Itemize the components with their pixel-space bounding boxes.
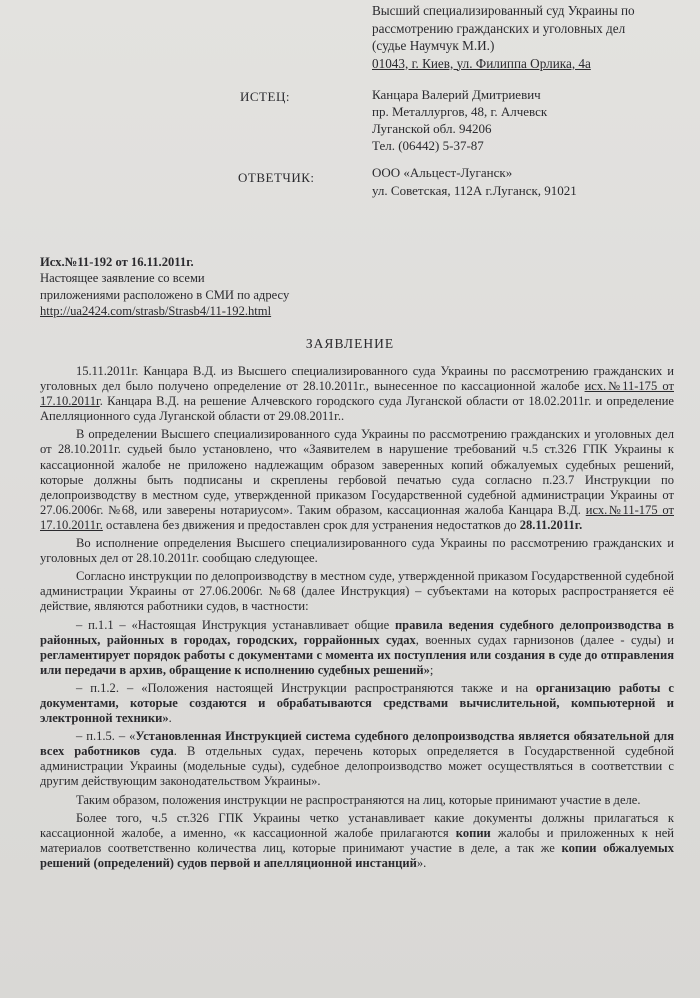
court-address-line: (судье Наумчук М.И.) [372,38,495,53]
plaintiff-region: Луганской обл. 94206 [372,121,492,136]
outgoing-note: приложениями расположено в СМИ по адресу [40,287,290,302]
text: жалобы и приложенных к ней материалов соответственно количества лиц, которые принимают участие в деле, а так же [40,825,674,855]
text: – п.1.1 – «Настоящая Инструкция устанавливает общие [76,617,395,632]
paragraph [40,427,674,533]
court-address-line: 01043, г. Киев, ул. Филиппа Орлика, 4а [372,55,591,71]
paragraph [40,364,674,424]
court-address-line: Высший специализированный суд Украины по [372,3,635,18]
text: ; [429,662,434,677]
plaintiff-phone: Тел. (06442) 5-37-87 [372,138,484,153]
bold-text: правила ведения судебного делопроизводства в районных, районных в городах, городских, горрайонных судах [40,617,674,647]
paragraph [40,729,674,789]
plaintiff-info [372,86,692,154]
plaintiff-address: пр. Металлургов, 48, г. Алчевск [372,104,548,119]
text: – п.1.2. – «Положения настоящей Инструкции распространяются также и на [76,680,536,695]
text: Во исполнение определения Высшего специализированного суда Украины по рассмотрению гражданских и уголовных дел от 28.10.2011г. сообщаю следующее. [40,536,674,566]
defendant-info [372,164,692,200]
bold-text: регламентирует порядок работы с документами с момента их поступления или создания в суде до отправления или передачи в архив, обращение к исполнению судебных решений» [40,647,674,677]
defendant-label: ОТВЕТЧИК: [238,170,315,185]
bold-text: Установленная Инструкцией система судебного делопроизводства является обязательной для всех работников суда [40,729,674,759]
text: Согласно инструкции по делопроизводству в местном суде, утвержденной приказом Государственной судебной администрации Украины от 27.06.2006г. №68 (далее Инструкция) – субъектами на которых распространяется её действие, являются работники судов, в частности: [40,569,674,614]
paragraph [40,569,674,614]
text: Более того, ч.5 ст.326 ГПК Украины четко устанавливает какие документы должны прилагаться к кассационной жалобе, а именно, «к кассационной жалобе прилагаются [40,810,674,840]
text: . В отдельных судах, перечень которых определяется в Государственной судебной администрации Украины (модельные суды), судебное делопроизводство может осуществляться в соответствии с другим действующим законодательством Украины». [40,744,674,789]
bold-text: копии обжалуемых решений (определений) судов первой и апелляционной инстанций [40,840,674,870]
deadline-date: 28.11.2011г. [519,517,583,532]
case-reference: исх.№11-175 от 17.10.2011г. [40,502,674,532]
bold-text: копии [455,825,491,840]
text: Таким образом, положения инструкции не распространяются на лиц, которые принимают участие в деле. [76,792,641,807]
outgoing-number: Исх.№11-192 от 16.11.2011г. [40,255,194,269]
bold-text: организацию работы с документами, которые создаются и обрабатываются средствами вычислительной, компьютерной и электронной техники» [40,680,674,726]
document-title: ЗАЯВЛЕНИЕ [305,336,395,351]
text: В определении Высшего специализированного суда Украины по рассмотрению гражданских и уголовных дел от 28.10.2011г. судьей было установлено, что «Заявителем в нарушение требований ч.5 ст.326 ГПК Украины к кассационной жалобе не приложено надлежащим образом заверенных копий обжалуемых судебных решений, которые должны быть подписаны и скреплены гербовой печатью суда согласно п.23.7 Инструкции по делопроизводству в местном суде, утвержденной приказом Государственной судебной администрации Украины от 27.06.2006г. №68, или заверены нотариусом». Таким образом, кассационная жалоба Канцара В.Д. [40,427,674,517]
outgoing-reference [40,254,360,320]
paragraph [40,536,674,566]
paragraph [40,681,674,726]
paragraph [40,793,674,808]
text: ». [416,855,427,870]
paragraph [40,618,674,678]
paragraph [40,811,674,871]
defendant-address: ул. Советская, 112А г.Луганск, 91021 [372,183,577,198]
plaintiff-name: Канцара Валерий Дмитриевич [372,87,541,102]
text: 15.11.2011г. Канцара В.Д. из Высшего специализированного суда Украины по рассмотрению гражданских и уголовных дел было получено определение от 28.10.2011г., вынесенное по кассационной жалобе [40,364,674,394]
text: , военных судах гарнизонов (далее - суды) и [415,632,674,647]
document-body [40,364,674,874]
outgoing-note: Настоящее заявление со всеми [40,271,205,286]
outgoing-url-link[interactable]: http://ua2424.com/strasb/Strasb4/11-192.html [40,304,272,319]
text: . [168,711,172,726]
case-reference: исх.№11-175 от 17.10.2011г [40,379,674,409]
plaintiff-label: ИСТЕЦ: [240,89,290,104]
text: . Канцара В.Д. на решение Алчевского городского суда Луганской области от 18.02.2011г. и определение Апелляционного суда Луганской области от 29.08.2011г.. [40,394,674,424]
court-address [372,2,692,72]
text: – п.1.5. – « [76,729,136,744]
defendant-name: ООО «Альцест-Луганск» [372,165,513,180]
text: оставлена без движения и предоставлен срок для устранения недостатков до [102,517,520,532]
court-address-line: рассмотрению гражданских и уголовных дел [372,20,626,36]
